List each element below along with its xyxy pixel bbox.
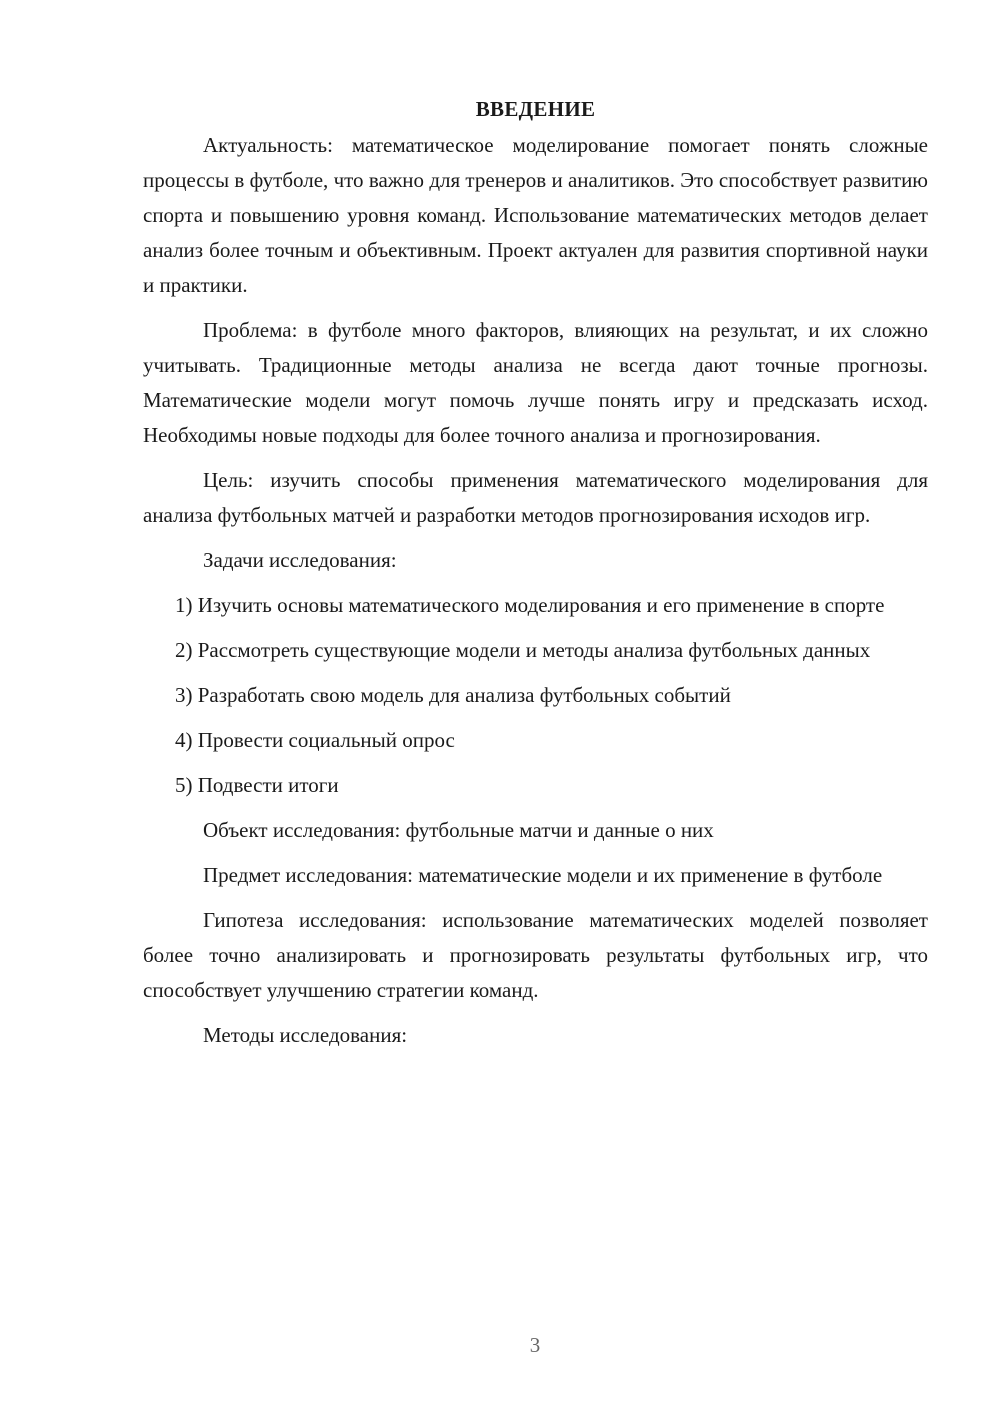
goal-paragraph: Цель: изучить способы применения математического моделирования для анализа футбольных матчей и разработки методов прогнозирования исходов игр.	[143, 468, 928, 527]
problem-paragraph: Проблема: в футболе много факторов, влияющих на результат, и их сложно учитывать. Традиционные методы анализа не всегда дают точные прогнозы. Математические модели могут помочь лучше понять игру и предсказать исход. Необходимы новые подходы для более точного анализа и прогнозирования.	[143, 318, 928, 447]
task-item-4: 4) Провести социальный опрос	[175, 728, 455, 752]
tasks-heading: Задачи исследования:	[203, 548, 397, 572]
relevance-paragraph: Актуальность: математическое моделирование помогает понять сложные процессы в футболе, что важно для тренеров и аналитиков. Это способствует развитию спорта и повышению уровня команд. Использование математических методов делает анализ более точным и объективным. Проект актуален для развития спортивной науки и практики.	[143, 133, 928, 297]
document-page	[143, 92, 928, 1063]
subject-paragraph: Предмет исследования: математические модели и их применение в футболе	[203, 863, 883, 887]
hypothesis-paragraph: Гипотеза исследования: использование математических моделей позволяет более точно анализировать и прогнозировать результаты футбольных игр, что способствует улучшению стратегии команд.	[143, 908, 928, 1002]
task-item-3: 3) Разработать свою модель для анализа футбольных событий	[175, 683, 731, 707]
object-paragraph: Объект исследования: футбольные матчи и данные о них	[203, 818, 714, 842]
task-item-1: 1) Изучить основы математического моделирования и его применение в спорте	[175, 593, 885, 617]
task-item-2: 2) Рассмотреть существующие модели и методы анализа футбольных данных	[175, 638, 871, 662]
document-title: ВВЕДЕНИЕ	[475, 97, 596, 121]
methods-heading: Методы исследования:	[203, 1023, 408, 1047]
task-item-5: 5) Подвести итоги	[175, 773, 339, 797]
page-number: 3	[529, 1333, 541, 1357]
